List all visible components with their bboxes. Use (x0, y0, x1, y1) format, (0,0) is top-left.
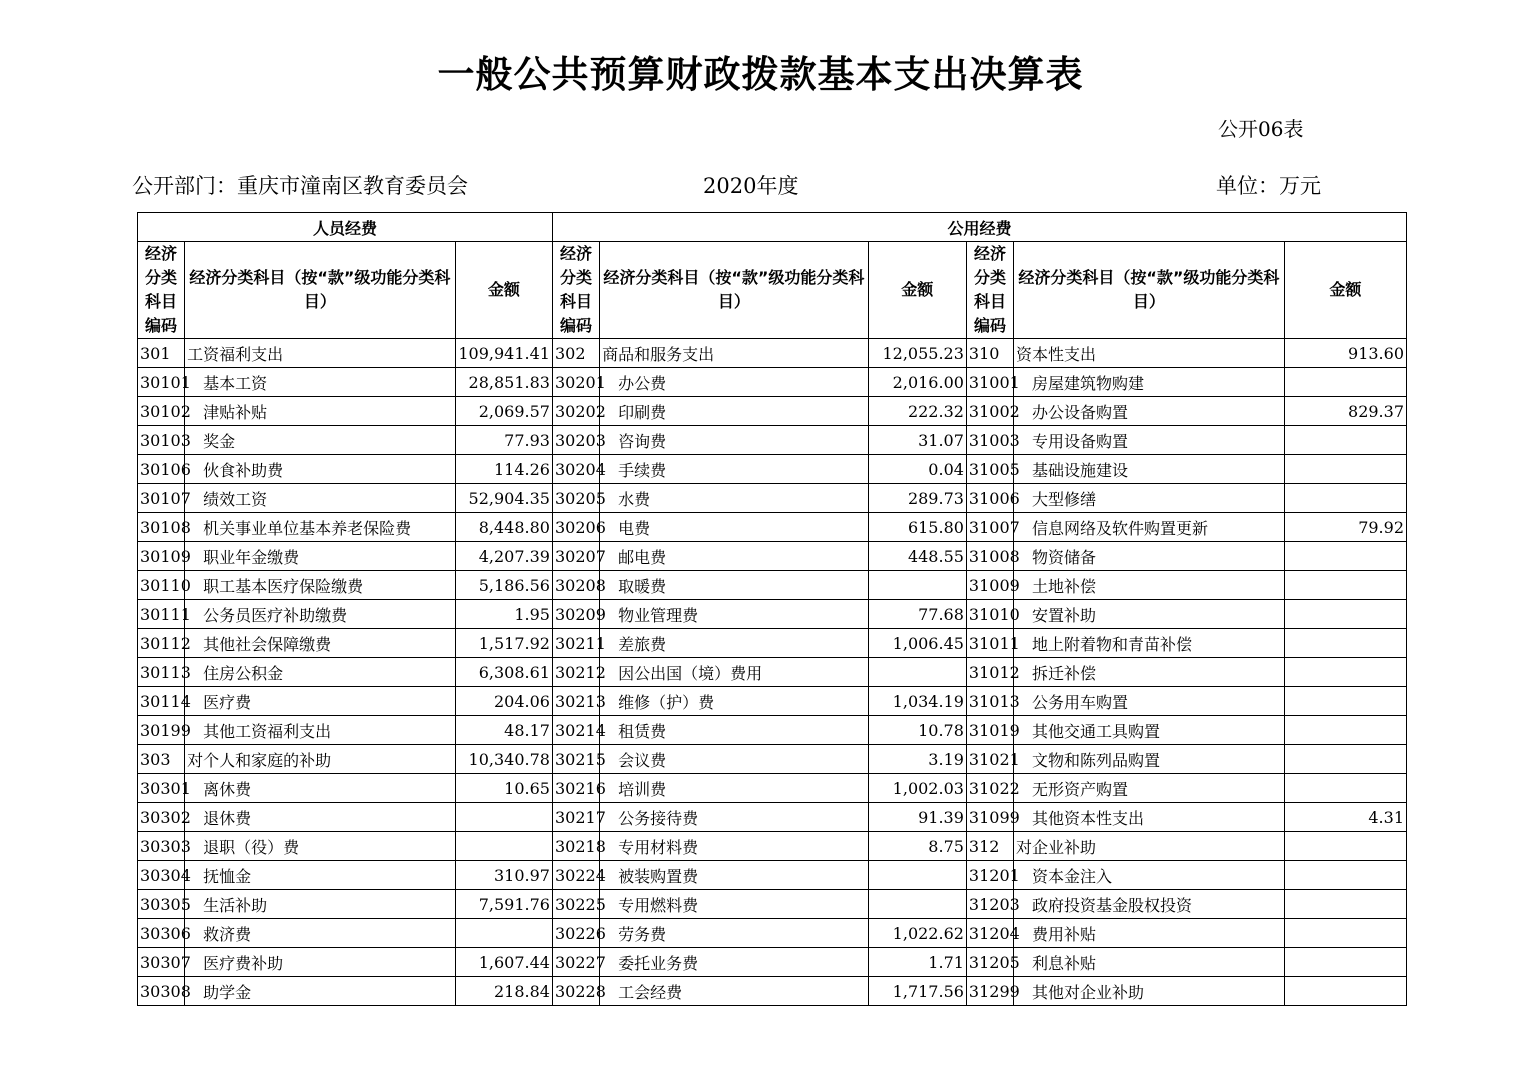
table-row (138, 571, 1407, 600)
code-cell: 30217 (552, 803, 599, 832)
code-cell: 30202 (552, 397, 599, 426)
item-name-cell: 专用设备购置 (1014, 426, 1285, 455)
code-cell: 30102 (138, 397, 185, 426)
item-name-cell: 利息补贴 (1014, 948, 1285, 977)
code-cell: 30305 (138, 890, 185, 919)
item-name-cell: 其他交通工具购置 (1014, 716, 1285, 745)
item-name-cell: 奖金 (185, 426, 456, 455)
item-name-cell: 基础设施建设 (1014, 455, 1285, 484)
amount-cell: 31.07 (868, 426, 966, 455)
item-name-cell: 物资储备 (1014, 542, 1285, 571)
amount-cell: 48.17 (455, 716, 552, 745)
code-cell: 31013 (966, 687, 1013, 716)
table-row (138, 716, 1407, 745)
amount-cell: 615.80 (868, 513, 966, 542)
item-name-cell: 基本工资 (185, 368, 456, 397)
amount-cell (868, 658, 966, 687)
code-cell: 30199 (138, 716, 185, 745)
amount-cell: 2,069.57 (455, 397, 552, 426)
item-name-cell: 公务接待费 (600, 803, 869, 832)
amount-cell: 4.31 (1284, 803, 1406, 832)
amount-cell: 204.06 (455, 687, 552, 716)
code-cell: 31008 (966, 542, 1013, 571)
code-cell: 30203 (552, 426, 599, 455)
amount-cell: 8,448.80 (455, 513, 552, 542)
code-cell: 30304 (138, 861, 185, 890)
code-cell: 312 (966, 832, 1013, 861)
code-cell: 30212 (552, 658, 599, 687)
amount-cell (1284, 716, 1406, 745)
code-cell: 30216 (552, 774, 599, 803)
item-name-cell: 抚恤金 (185, 861, 456, 890)
item-name-cell: 租赁费 (600, 716, 869, 745)
amount-cell (455, 803, 552, 832)
code-cell: 31005 (966, 455, 1013, 484)
item-name-cell: 邮电费 (600, 542, 869, 571)
amount-cell: 52,904.35 (455, 484, 552, 513)
amount-cell: 8.75 (868, 832, 966, 861)
item-name-cell: 劳务费 (600, 919, 869, 948)
item-name-cell: 房屋建筑物购建 (1014, 368, 1285, 397)
code-cell: 30209 (552, 600, 599, 629)
code-header: 经济分类科目编码 (966, 242, 1013, 339)
item-name-cell: 机关事业单位基本养老保险费 (185, 513, 456, 542)
amount-header: 金额 (455, 242, 552, 339)
amount-header: 金额 (868, 242, 966, 339)
amount-cell: 2,016.00 (868, 368, 966, 397)
item-name-cell: 医疗费 (185, 687, 456, 716)
code-cell: 30113 (138, 658, 185, 687)
code-cell: 30303 (138, 832, 185, 861)
amount-cell (1284, 455, 1406, 484)
amount-cell (1284, 977, 1406, 1006)
code-cell: 30112 (138, 629, 185, 658)
item-name-cell: 资本性支出 (1014, 339, 1285, 368)
code-cell: 30224 (552, 861, 599, 890)
amount-cell: 6,308.61 (455, 658, 552, 687)
amount-cell (1284, 919, 1406, 948)
code-cell: 31010 (966, 600, 1013, 629)
code-cell: 31001 (966, 368, 1013, 397)
code-cell: 31099 (966, 803, 1013, 832)
item-name-cell: 因公出国（境）费用 (600, 658, 869, 687)
item-name-cell: 电费 (600, 513, 869, 542)
column-header-row (138, 242, 1407, 339)
table-row (138, 774, 1407, 803)
code-cell: 30211 (552, 629, 599, 658)
code-cell: 31012 (966, 658, 1013, 687)
amount-cell: 289.73 (868, 484, 966, 513)
table-row (138, 339, 1407, 368)
code-cell: 30111 (138, 600, 185, 629)
item-name-cell: 职业年金缴费 (185, 542, 456, 571)
amount-cell (1284, 571, 1406, 600)
group-public: 公用经费 (552, 213, 1406, 242)
code-cell: 31299 (966, 977, 1013, 1006)
item-name-cell: 其他社会保障缴费 (185, 629, 456, 658)
code-cell: 31007 (966, 513, 1013, 542)
fiscal-year-label: 2020年度 (703, 174, 799, 198)
name-header: 经济分类科目（按“款”级功能分类科目） (185, 242, 456, 339)
amount-cell (1284, 774, 1406, 803)
table-row (138, 368, 1407, 397)
item-name-cell: 专用燃料费 (600, 890, 869, 919)
code-cell: 310 (966, 339, 1013, 368)
code-cell: 30301 (138, 774, 185, 803)
amount-cell (1284, 687, 1406, 716)
amount-cell: 1.95 (455, 600, 552, 629)
table-row (138, 397, 1407, 426)
amount-cell (868, 890, 966, 919)
code-cell: 30108 (138, 513, 185, 542)
code-cell: 302 (552, 339, 599, 368)
item-name-cell: 维修（护）费 (600, 687, 869, 716)
code-cell: 30307 (138, 948, 185, 977)
item-name-cell: 绩效工资 (185, 484, 456, 513)
item-name-cell: 对企业补助 (1014, 832, 1285, 861)
amount-cell: 1,517.92 (455, 629, 552, 658)
code-cell: 30101 (138, 368, 185, 397)
code-cell: 30208 (552, 571, 599, 600)
item-name-cell: 公务用车购置 (1014, 687, 1285, 716)
amount-cell (868, 861, 966, 890)
item-name-cell: 助学金 (185, 977, 456, 1006)
code-cell: 30107 (138, 484, 185, 513)
amount-cell: 829.37 (1284, 397, 1406, 426)
amount-cell (1284, 948, 1406, 977)
code-cell: 30201 (552, 368, 599, 397)
code-cell: 30228 (552, 977, 599, 1006)
item-name-cell: 离休费 (185, 774, 456, 803)
code-cell: 30226 (552, 919, 599, 948)
table-row (138, 513, 1407, 542)
item-name-cell: 水费 (600, 484, 869, 513)
item-name-cell: 办公费 (600, 368, 869, 397)
code-cell: 31201 (966, 861, 1013, 890)
code-cell: 30218 (552, 832, 599, 861)
code-cell: 30114 (138, 687, 185, 716)
amount-cell: 10.78 (868, 716, 966, 745)
amount-cell (1284, 426, 1406, 455)
amount-cell: 10,340.78 (455, 745, 552, 774)
amount-cell (1284, 600, 1406, 629)
item-name-cell: 无形资产购置 (1014, 774, 1285, 803)
page-title: 一般公共预算财政拨款基本支出决算表 (437, 53, 1084, 96)
amount-cell: 1,717.56 (868, 977, 966, 1006)
item-name-cell: 差旅费 (600, 629, 869, 658)
amount-cell: 12,055.23 (868, 339, 966, 368)
amount-cell (1284, 542, 1406, 571)
code-cell: 31011 (966, 629, 1013, 658)
amount-cell: 28,851.83 (455, 368, 552, 397)
item-name-cell: 救济费 (185, 919, 456, 948)
amount-cell (455, 919, 552, 948)
amount-cell: 114.26 (455, 455, 552, 484)
code-header: 经济分类科目编码 (138, 242, 185, 339)
code-cell: 301 (138, 339, 185, 368)
code-cell: 31205 (966, 948, 1013, 977)
code-cell: 31021 (966, 745, 1013, 774)
table-row (138, 484, 1407, 513)
item-name-cell: 公务员医疗补助缴费 (185, 600, 456, 629)
amount-cell: 0.04 (868, 455, 966, 484)
item-name-cell: 医疗费补助 (185, 948, 456, 977)
amount-cell: 448.55 (868, 542, 966, 571)
item-name-cell: 政府投资基金股权投资 (1014, 890, 1285, 919)
item-name-cell: 专用材料费 (600, 832, 869, 861)
item-name-cell: 生活补助 (185, 890, 456, 919)
form-number: 公开06表 (1218, 117, 1304, 141)
code-cell: 30205 (552, 484, 599, 513)
code-cell: 31009 (966, 571, 1013, 600)
amount-cell: 10.65 (455, 774, 552, 803)
item-name-cell: 工资福利支出 (185, 339, 456, 368)
amount-cell: 310.97 (455, 861, 552, 890)
amount-cell: 218.84 (455, 977, 552, 1006)
table-row (138, 426, 1407, 455)
code-cell: 31003 (966, 426, 1013, 455)
amount-cell (1284, 629, 1406, 658)
item-name-cell: 印刷费 (600, 397, 869, 426)
amount-cell (1284, 890, 1406, 919)
table-row (138, 832, 1407, 861)
code-header: 经济分类科目编码 (552, 242, 599, 339)
item-name-cell: 费用补贴 (1014, 919, 1285, 948)
department-label: 公开部门：重庆市潼南区教育委员会 (132, 174, 468, 198)
item-name-cell: 职工基本医疗保险缴费 (185, 571, 456, 600)
code-cell: 30306 (138, 919, 185, 948)
budget-table (137, 212, 1407, 1006)
amount-cell (1284, 658, 1406, 687)
item-name-cell: 土地补偿 (1014, 571, 1285, 600)
amount-cell: 1,607.44 (455, 948, 552, 977)
code-cell: 30214 (552, 716, 599, 745)
amount-cell: 1.71 (868, 948, 966, 977)
amount-cell: 5,186.56 (455, 571, 552, 600)
table-row (138, 977, 1407, 1006)
table-row (138, 542, 1407, 571)
item-name-cell: 物业管理费 (600, 600, 869, 629)
code-cell: 30110 (138, 571, 185, 600)
item-name-cell: 信息网络及软件购置更新 (1014, 513, 1285, 542)
code-cell: 30308 (138, 977, 185, 1006)
item-name-cell: 工会经费 (600, 977, 869, 1006)
table-row (138, 803, 1407, 832)
amount-cell (1284, 861, 1406, 890)
amount-header: 金额 (1284, 242, 1406, 339)
table-row (138, 948, 1407, 977)
amount-cell: 1,002.03 (868, 774, 966, 803)
item-name-cell: 地上附着物和青苗补偿 (1014, 629, 1285, 658)
amount-cell: 77.93 (455, 426, 552, 455)
amount-cell (1284, 745, 1406, 774)
item-name-cell: 其他资本性支出 (1014, 803, 1285, 832)
code-cell: 303 (138, 745, 185, 774)
name-header: 经济分类科目（按“款”级功能分类科目） (1014, 242, 1285, 339)
item-name-cell: 会议费 (600, 745, 869, 774)
item-name-cell: 商品和服务支出 (600, 339, 869, 368)
table-row (138, 687, 1407, 716)
amount-cell: 1,034.19 (868, 687, 966, 716)
group-personnel: 人员经费 (138, 213, 553, 242)
unit-label: 单位：万元 (1216, 174, 1321, 198)
amount-cell: 91.39 (868, 803, 966, 832)
item-name-cell: 文物和陈列品购置 (1014, 745, 1285, 774)
table-row (138, 658, 1407, 687)
code-cell: 30213 (552, 687, 599, 716)
code-cell: 31019 (966, 716, 1013, 745)
table-row (138, 455, 1407, 484)
item-name-cell: 安置补助 (1014, 600, 1285, 629)
code-cell: 30204 (552, 455, 599, 484)
item-name-cell: 大型修缮 (1014, 484, 1285, 513)
item-name-cell: 对个人和家庭的补助 (185, 745, 456, 774)
name-header: 经济分类科目（按“款”级功能分类科目） (600, 242, 869, 339)
code-cell: 30106 (138, 455, 185, 484)
table-row (138, 745, 1407, 774)
code-cell: 30227 (552, 948, 599, 977)
code-cell: 31022 (966, 774, 1013, 803)
group-header-row (138, 213, 1407, 242)
item-name-cell: 其他对企业补助 (1014, 977, 1285, 1006)
item-name-cell: 其他工资福利支出 (185, 716, 456, 745)
code-cell: 30103 (138, 426, 185, 455)
item-name-cell: 取暖费 (600, 571, 869, 600)
code-cell: 31204 (966, 919, 1013, 948)
amount-cell: 7,591.76 (455, 890, 552, 919)
code-cell: 30225 (552, 890, 599, 919)
amount-cell: 222.32 (868, 397, 966, 426)
item-name-cell: 手续费 (600, 455, 869, 484)
item-name-cell: 津贴补贴 (185, 397, 456, 426)
code-cell: 31203 (966, 890, 1013, 919)
table-row (138, 919, 1407, 948)
item-name-cell: 培训费 (600, 774, 869, 803)
item-name-cell: 咨询费 (600, 426, 869, 455)
item-name-cell: 委托业务费 (600, 948, 869, 977)
amount-cell (1284, 832, 1406, 861)
amount-cell: 3.19 (868, 745, 966, 774)
item-name-cell: 拆迁补偿 (1014, 658, 1285, 687)
amount-cell (1284, 484, 1406, 513)
amount-cell: 79.92 (1284, 513, 1406, 542)
code-cell: 30206 (552, 513, 599, 542)
code-cell: 30215 (552, 745, 599, 774)
amount-cell: 77.68 (868, 600, 966, 629)
table-row (138, 600, 1407, 629)
table-row (138, 629, 1407, 658)
amount-cell: 1,006.45 (868, 629, 966, 658)
item-name-cell: 办公设备购置 (1014, 397, 1285, 426)
code-cell: 31002 (966, 397, 1013, 426)
code-cell: 30109 (138, 542, 185, 571)
amount-cell: 4,207.39 (455, 542, 552, 571)
code-cell: 31006 (966, 484, 1013, 513)
item-name-cell: 退休费 (185, 803, 456, 832)
code-cell: 30207 (552, 542, 599, 571)
amount-cell (868, 571, 966, 600)
table-row (138, 861, 1407, 890)
item-name-cell: 住房公积金 (185, 658, 456, 687)
amount-cell: 1,022.62 (868, 919, 966, 948)
item-name-cell: 被装购置费 (600, 861, 869, 890)
amount-cell: 109,941.41 (455, 339, 552, 368)
item-name-cell: 资本金注入 (1014, 861, 1285, 890)
amount-cell (1284, 368, 1406, 397)
item-name-cell: 伙食补助费 (185, 455, 456, 484)
code-cell: 30302 (138, 803, 185, 832)
table-row (138, 890, 1407, 919)
amount-cell: 913.60 (1284, 339, 1406, 368)
item-name-cell: 退职（役）费 (185, 832, 456, 861)
amount-cell (455, 832, 552, 861)
